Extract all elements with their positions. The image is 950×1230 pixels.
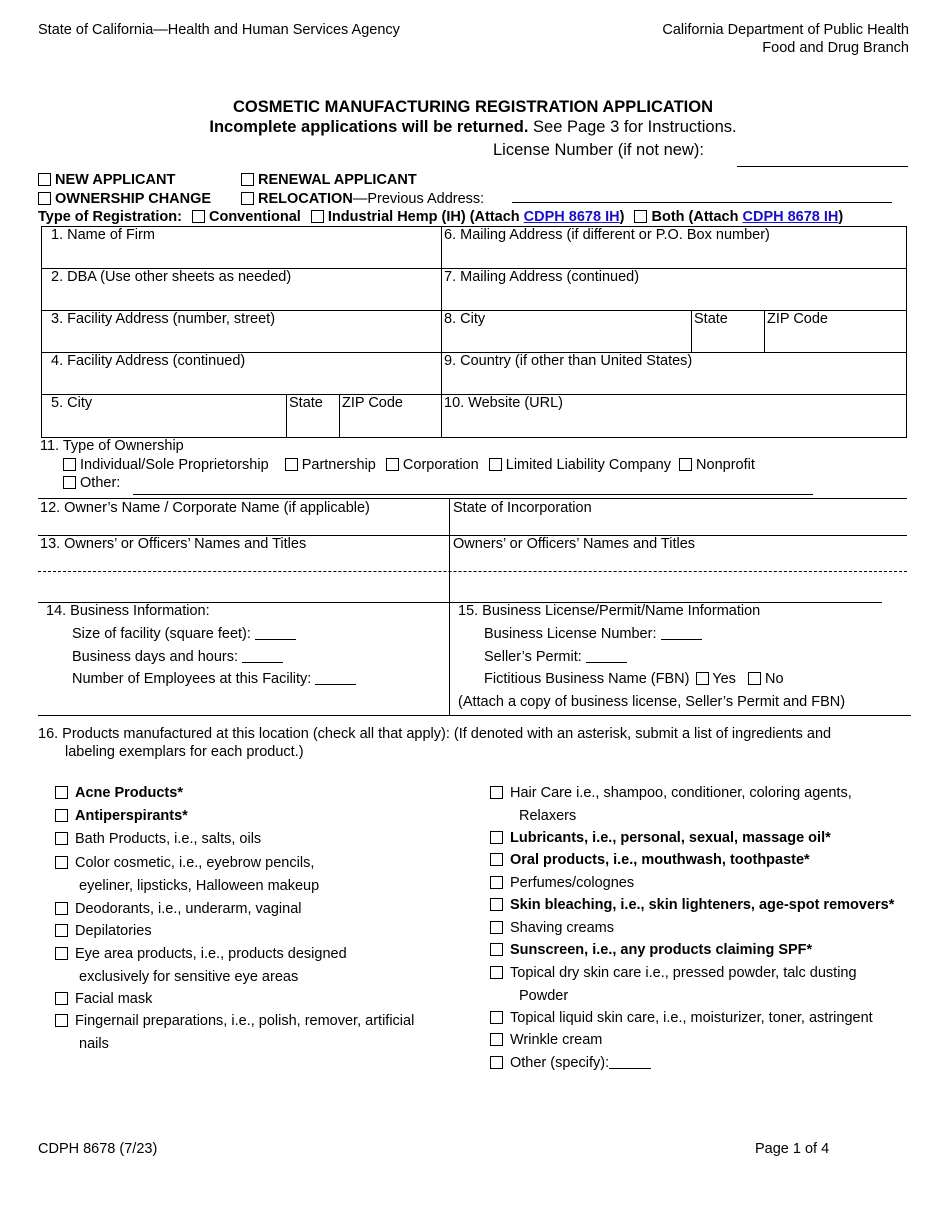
product-item[interactable] (55, 923, 152, 939)
mailing-address-field[interactable]: 6. Mailing Address (if different or P.O. Box number) (444, 227, 770, 243)
product-label: Color cosmetic, i.e., eyebrow pencils, (75, 855, 315, 871)
conventional-checkbox[interactable] (192, 210, 205, 223)
new-applicant-checkbox[interactable] (38, 173, 51, 186)
product-checkbox[interactable] (55, 947, 68, 960)
product-checkbox[interactable] (490, 898, 503, 911)
country-field[interactable]: 9. Country (if other than United States) (444, 353, 693, 369)
product-checkbox[interactable] (490, 786, 503, 799)
product-checkbox[interactable] (55, 992, 68, 1005)
business-hours-field[interactable]: Business days and hours: (72, 649, 283, 665)
product-item[interactable] (490, 1010, 873, 1026)
product-label: Perfumes/colognes (510, 875, 635, 891)
page-number: Page 1 of 4 (755, 1141, 830, 1157)
product-item[interactable] (55, 808, 188, 824)
branch-name: Food and Drug Branch (762, 40, 909, 56)
product-label: Antiperspirants* (75, 808, 188, 824)
product-label-cont: Relaxers (519, 807, 577, 824)
product-label: Shaving creams (510, 920, 614, 936)
other-ownership-checkbox[interactable] (63, 476, 76, 489)
fbn-no-checkbox[interactable] (748, 672, 761, 685)
product-checkbox[interactable] (490, 943, 503, 956)
registration-type-row: Type of Registration: Conventional Industrial Hemp (IH) (Attach CDPH 8678 IH) Both (Attach CDPH 8678 IH) (38, 209, 844, 225)
product-label: Other (specify): (510, 1055, 610, 1071)
sole-proprietorship-checkbox[interactable] (63, 458, 76, 471)
product-item[interactable] (490, 942, 812, 958)
product-checkbox[interactable] (55, 902, 68, 915)
renewal-applicant-checkbox[interactable] (241, 173, 254, 186)
facility-address-cont-field[interactable]: 4. Facility Address (continued) (51, 353, 246, 369)
dba-field[interactable]: 2. DBA (Use other sheets as needed) (51, 269, 292, 285)
business-license-number-field[interactable]: Business License Number: (484, 626, 702, 642)
facility-state-field[interactable]: State (289, 395, 323, 411)
product-item[interactable] (490, 1055, 651, 1071)
product-checkbox[interactable] (490, 966, 503, 979)
both-checkbox[interactable] (634, 210, 647, 223)
mailing-address-cont-field[interactable]: 7. Mailing Address (continued) (444, 269, 640, 285)
product-label: Eye area products, i.e., products designed (75, 946, 347, 962)
product-label: Topical liquid skin care, i.e., moisturizer, toner, astringent (510, 1010, 873, 1026)
relocation-option[interactable]: RELOCATION—Previous Address: (241, 191, 484, 207)
product-label: Oral products, i.e., mouthwash, toothpaste* (510, 852, 810, 868)
product-label: Bath Products, i.e., salts, oils (75, 831, 262, 847)
ownership-change-option[interactable]: OWNERSHIP CHANGE (38, 191, 211, 207)
ownership-type-title: 11. Type of Ownership (40, 438, 184, 454)
officers-names-right-field[interactable]: Owners’ or Officers’ Names and Titles (453, 536, 696, 552)
ownership-change-checkbox[interactable] (38, 192, 51, 205)
product-checkbox[interactable] (490, 853, 503, 866)
product-label: Acne Products* (75, 785, 183, 801)
nonprofit-checkbox[interactable] (679, 458, 692, 471)
product-checkbox[interactable] (55, 809, 68, 822)
owner-name-field[interactable]: 12. Owner’s Name / Corporate Name (if applicable) (40, 500, 370, 516)
product-label: Hair Care i.e., shampoo, conditioner, coloring agents, (510, 785, 852, 801)
other-ownership-option[interactable]: Other: (63, 475, 120, 491)
product-label-cont: eyeliner, lipsticks, Halloween makeup (79, 877, 320, 894)
product-label: Topical dry skin care i.e., pressed powder, talc dusting (510, 965, 857, 981)
cdph-8678-ih-link[interactable]: CDPH 8678 IH (523, 209, 620, 225)
fbn-question: Fictitious Business Name (FBN) Yes No (484, 671, 784, 687)
other-product-field[interactable] (609, 1068, 651, 1069)
product-item[interactable] (490, 830, 831, 846)
product-item[interactable] (55, 901, 302, 917)
product-item[interactable] (55, 785, 183, 801)
product-checkbox[interactable] (490, 876, 503, 889)
product-item[interactable] (490, 852, 810, 868)
products-title: 16. Products manufactured at this location (check all that apply): (If denoted with an asterisk, submit a list of ingredients and (38, 726, 832, 742)
product-label: Lubricants, i.e., personal, sexual, massage oil* (510, 830, 831, 846)
facility-size-field[interactable]: Size of facility (square feet): (72, 626, 296, 642)
product-checkbox[interactable] (55, 786, 68, 799)
facility-zip-field[interactable]: ZIP Code (342, 395, 403, 411)
fbn-yes-checkbox[interactable] (696, 672, 709, 685)
product-checkbox[interactable] (490, 831, 503, 844)
name-of-firm-field[interactable]: 1. Name of Firm (51, 227, 155, 243)
product-checkbox[interactable] (490, 1011, 503, 1024)
facility-address-field[interactable]: 3. Facility Address (number, street) (51, 311, 276, 327)
license-number-field[interactable] (737, 166, 908, 167)
product-item[interactable] (490, 897, 894, 913)
form-title: COSMETIC MANUFACTURING REGISTRATION APPLICATION (232, 98, 713, 116)
department-name: California Department of Public Health (662, 22, 909, 38)
officers-names-field[interactable]: 13. Owners’ or Officers’ Names and Titles (40, 536, 307, 552)
agency-name: State of California—Health and Human Services Agency (38, 22, 400, 38)
facility-city-field[interactable]: 5. City (51, 395, 93, 411)
product-checkbox[interactable] (490, 1056, 503, 1069)
partnership-checkbox[interactable] (285, 458, 298, 471)
product-label: Deodorants, i.e., underarm, vaginal (75, 901, 302, 917)
product-label: Wrinkle cream (510, 1032, 603, 1048)
product-item[interactable] (490, 965, 857, 981)
product-label: Fingernail preparations, i.e., polish, remover, artificial (75, 1013, 415, 1029)
product-label-cont: nails (79, 1035, 109, 1052)
employees-field[interactable]: Number of Employees at this Facility: (72, 671, 356, 687)
product-label: Facial mask (75, 991, 153, 1007)
product-item[interactable] (490, 785, 852, 801)
cdph-8678-ih-link-2[interactable]: CDPH 8678 IH (742, 209, 839, 225)
product-item[interactable] (490, 875, 634, 891)
product-item[interactable] (55, 991, 152, 1007)
product-item[interactable] (55, 946, 347, 962)
ownership-options: Individual/Sole Proprietorship Partnership Corporation Limited Liability Company Nonprofit (63, 457, 755, 473)
business-info-title: 14. Business Information: (46, 603, 210, 619)
product-label-cont: Powder (519, 987, 569, 1004)
product-checkbox[interactable] (490, 921, 503, 934)
sellers-permit-field[interactable]: Seller’s Permit: (484, 649, 627, 665)
relocation-checkbox[interactable] (241, 192, 254, 205)
license-number-label: License Number (if not new): (493, 141, 704, 159)
product-item[interactable] (490, 920, 614, 936)
attach-license-note: (Attach a copy of business license, Seller’s Permit and FBN) (458, 694, 846, 710)
product-checkbox[interactable] (490, 1033, 503, 1046)
product-checkbox[interactable] (55, 924, 68, 937)
product-item[interactable] (490, 1032, 602, 1048)
product-label: Skin bleaching, i.e., skin lighteners, age-spot removers* (510, 897, 895, 913)
products-title-cont: labeling exemplars for each product.) (65, 744, 304, 760)
product-label: Sunscreen, i.e., any products claiming SPF* (510, 942, 813, 958)
mailing-city-field[interactable]: 8. City (444, 311, 486, 327)
product-item[interactable] (55, 1013, 414, 1029)
form-subtitle: Incomplete applications will be returned. See Page 3 for Instructions. (209, 118, 737, 136)
mailing-state-field[interactable]: State (694, 311, 728, 327)
product-label-cont: exclusively for sensitive eye areas (79, 968, 299, 985)
product-checkbox[interactable] (55, 832, 68, 845)
renewal-applicant-option[interactable]: RENEWAL APPLICANT (241, 172, 417, 188)
product-label: Depilatories (75, 923, 152, 939)
product-checkbox[interactable] (55, 856, 68, 869)
product-item[interactable] (55, 855, 314, 871)
product-item[interactable] (55, 831, 261, 847)
new-applicant-option[interactable]: NEW APPLICANT (38, 172, 175, 188)
other-ownership-field[interactable] (133, 494, 813, 495)
license-info-title: 15. Business License/Permit/Name Information (458, 603, 761, 619)
industrial-hemp-checkbox[interactable] (311, 210, 324, 223)
form-number: CDPH 8678 (7/23) (38, 1141, 158, 1157)
product-checkbox[interactable] (55, 1014, 68, 1027)
llc-checkbox[interactable] (489, 458, 502, 471)
previous-address-field[interactable] (512, 202, 892, 203)
website-field[interactable]: 10. Website (URL) (444, 395, 563, 411)
corporation-checkbox[interactable] (386, 458, 399, 471)
mailing-zip-field[interactable]: ZIP Code (767, 311, 828, 327)
state-of-incorporation-field[interactable]: State of Incorporation (453, 500, 592, 516)
